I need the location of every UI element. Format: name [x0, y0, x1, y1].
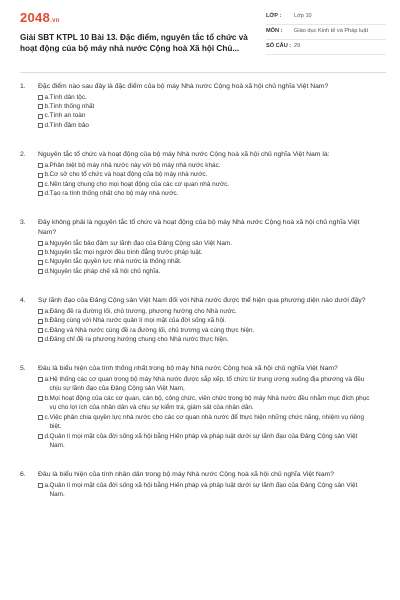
- question-number: 1.: [20, 83, 26, 90]
- option-text: Tính dân tộc.: [49, 93, 87, 101]
- question-3: [0, 218, 400, 276]
- answer-option[interactable]: [38, 111, 374, 120]
- question-list: [0, 82, 400, 520]
- answer-option[interactable]: [38, 413, 374, 432]
- option-letter: c.: [44, 180, 50, 188]
- option-text: Hệ thống các cơ quan trong bộ máy Nhà nước được sắp xếp, tổ chức từ trung ương xuống địa phương và đều chịu sự lãnh đạo của Đảng Cộng sản Việt Nam,: [49, 376, 365, 393]
- option-text: Tính an toàn: [49, 112, 86, 120]
- question-body: [38, 470, 374, 499]
- checkbox[interactable]: [38, 191, 43, 196]
- question-number: 3.: [20, 219, 26, 227]
- meta-value: Lớp 10: [294, 13, 312, 19]
- question-2: [0, 150, 400, 198]
- option-text: Đảng đề ra đường lối, chủ trương, phương hướng cho Nhà nước.: [49, 307, 237, 315]
- option-text: Quản lí mọi mặt của đời sống xã hội bằng Hiến pháp và pháp luật dưới sự lãnh đạo của Đảng Cộng sản Việt Nam.: [49, 481, 358, 499]
- question-1: [0, 82, 400, 130]
- answer-option[interactable]: [38, 93, 374, 102]
- checkbox[interactable]: [38, 114, 43, 119]
- option-text: Nguyên tắc bảo đảm sự lãnh đạo của Đảng Cộng sản Việt Nam.: [49, 239, 232, 247]
- checkbox[interactable]: [38, 182, 43, 187]
- answer-option[interactable]: [38, 375, 374, 394]
- answer-option[interactable]: [38, 189, 374, 198]
- logo-main: 2048: [20, 10, 51, 25]
- option-letter: d.: [44, 432, 50, 440]
- option-text: Đảng chỉ đề ra phương hướng chung cho Nhà nước thực hiện.: [49, 336, 229, 344]
- answer-option[interactable]: [38, 161, 374, 170]
- checkbox[interactable]: [38, 173, 43, 178]
- question-number: 5.: [20, 365, 26, 373]
- question-6: [0, 470, 400, 499]
- checkbox[interactable]: [38, 269, 43, 274]
- answer-option[interactable]: [38, 239, 374, 248]
- option-letter: d.: [44, 190, 50, 198]
- checkbox[interactable]: [38, 260, 43, 265]
- question-text: Đặc điểm nào sau đây là đặc điểm của bộ máy Nhà nước Cộng hoà xã hội chủ nghĩa Việt Nam?: [38, 83, 329, 90]
- option-letter: c.: [44, 112, 50, 120]
- checkbox[interactable]: [38, 483, 43, 488]
- option-text: Phân biệt bộ máy nhà nước này với bộ máy nhà nước khác.: [49, 161, 221, 169]
- checkbox[interactable]: [38, 415, 43, 420]
- meta-row-count: [266, 40, 386, 55]
- option-text: Mọi hoạt động của các cơ quan, cán bộ, công chức, viên chức trong bộ máy Nhà nước đều nhằm mục đích phục vụ cho lợi ích của nhân dân và chịu sự kiểm tra, giám sát của nhân dân.: [49, 394, 370, 412]
- page-title: Giải SBT KTPL 10 Bài 13. Đặc điểm, nguyên tắc tổ chức và hoạt động của bộ máy nhà nước Cộng hoà Xã hội Chủ...: [20, 33, 248, 53]
- option-text: Việc phân chia quyền lực nhà nước cho các cơ quan nhà nước để thực hiện những chức năng, nhiệm vụ riêng biệt.: [49, 413, 365, 431]
- checkbox[interactable]: [38, 337, 43, 342]
- meta-row-subject: [266, 25, 386, 40]
- question-body: [38, 150, 374, 198]
- option-letter: a.: [44, 239, 50, 247]
- option-letter: c.: [44, 258, 50, 266]
- option-letter: c.: [44, 326, 50, 334]
- question-text: Nguyên tắc tổ chức và hoạt động của bộ máy Nhà nước Cộng hoà xã hội chủ nghĩa Việt Nam là:: [38, 151, 330, 159]
- checkbox[interactable]: [38, 434, 43, 439]
- checkbox[interactable]: [38, 123, 43, 128]
- question-text: Sự lãnh đạo của Đảng Cộng sản Việt Nam đối với Nhà nước được thể hiện qua phương diện nào dưới đây?: [38, 297, 366, 305]
- option-text: Tính đảm bảo: [49, 121, 89, 129]
- question-body: [38, 364, 374, 450]
- meta-label: LỚP :: [266, 13, 282, 19]
- option-text: Đảng cùng với Nhà nước quản lí mọi mặt của đời sống xã hội.: [49, 317, 227, 325]
- meta-value: Giáo dục Kinh tế và Pháp luật: [294, 28, 369, 34]
- option-letter: b.: [44, 249, 50, 257]
- option-text: Nguyên tắc mọi người đều bình đẳng trước pháp luật.: [49, 249, 203, 257]
- answer-option[interactable]: [38, 394, 374, 413]
- checkbox[interactable]: [38, 250, 43, 255]
- option-text: Quản lí mọi mặt của đời sống xã hội bằng Hiến pháp và pháp luật dưới sự lãnh đạo của Đảng Cộng sản Việt Nam.: [49, 432, 358, 449]
- checkbox[interactable]: [38, 163, 43, 168]
- meta-value: 29: [294, 43, 301, 49]
- meta-row-class: [266, 10, 386, 25]
- option-letter: a.: [44, 161, 50, 169]
- checkbox[interactable]: [38, 319, 43, 324]
- answer-option[interactable]: [38, 267, 374, 276]
- question-body: [38, 82, 374, 130]
- option-text: Nền tảng chung cho mọi hoạt động của các cơ quan nhà nước.: [49, 180, 230, 188]
- option-letter: a.: [44, 376, 50, 384]
- answer-option[interactable]: [38, 326, 374, 335]
- question-5: [0, 364, 400, 450]
- question-number: 6.: [20, 471, 26, 479]
- option-text: Tính thống nhất: [49, 103, 95, 110]
- option-letter: d.: [44, 336, 50, 344]
- answer-option[interactable]: [38, 180, 374, 189]
- option-letter: d.: [44, 121, 50, 129]
- option-letter: a.: [44, 93, 50, 101]
- meta-label: MÔN :: [266, 28, 283, 34]
- question-text: Đây không phải là nguyên tắc tổ chức và hoạt động của bộ máy Nhà nước Cộng hoà xã hội chủ nghĩa Việt Nam?: [38, 219, 360, 237]
- answer-option[interactable]: [38, 335, 374, 344]
- answer-option[interactable]: [38, 121, 374, 130]
- answer-option[interactable]: [38, 257, 374, 266]
- checkbox[interactable]: [38, 328, 43, 333]
- option-letter: d.: [44, 267, 50, 275]
- answer-option[interactable]: [38, 102, 374, 111]
- meta-info: [266, 10, 386, 70]
- header-left: [20, 10, 252, 70]
- answer-option[interactable]: [38, 316, 374, 325]
- question-text: Đâu là biểu hiện của tính nhân dân trong bộ máy Nhà nước Cộng hoà xã hội chủ nghĩa Việt Nam?: [38, 471, 335, 479]
- checkbox[interactable]: [38, 104, 43, 109]
- option-text: Tạo ra tính thống nhất cho bộ máy nhà nước.: [49, 190, 179, 198]
- answer-option[interactable]: [38, 432, 374, 451]
- question-number: 2.: [20, 151, 26, 159]
- logo-suffix: .vn: [50, 18, 60, 24]
- option-letter: b.: [44, 171, 50, 179]
- site-logo[interactable]: [20, 10, 252, 29]
- answer-option[interactable]: [38, 170, 374, 179]
- question-number: 4.: [20, 297, 26, 305]
- answer-option[interactable]: [38, 248, 374, 257]
- meta-label: SỐ CÂU :: [266, 43, 292, 49]
- header-divider: [20, 72, 386, 73]
- question-body: [38, 296, 374, 344]
- question-body: [38, 218, 374, 276]
- option-text: Cơ sở cho tổ chức và hoạt động của bộ máy nhà nước.: [49, 171, 208, 179]
- option-text: Đảng và Nhà nước cùng đề ra đường lối, chủ trương và cùng thực hiện.: [49, 326, 255, 334]
- option-letter: b.: [44, 394, 50, 402]
- option-letter: a.: [44, 481, 50, 489]
- checkbox[interactable]: [38, 95, 43, 100]
- checkbox[interactable]: [38, 377, 43, 382]
- checkbox[interactable]: [38, 309, 43, 314]
- option-text: Nguyên tắc quyền lực nhà nước là thống nhất.: [49, 258, 182, 266]
- option-letter: c.: [44, 413, 50, 421]
- question-4: [0, 296, 400, 344]
- checkbox[interactable]: [38, 396, 43, 401]
- answer-option[interactable]: [38, 307, 374, 316]
- option-letter: a.: [44, 307, 50, 315]
- option-text: Nguyên tắc pháp chế xã hội chủ nghĩa.: [49, 267, 161, 275]
- option-letter: b.: [44, 317, 50, 325]
- checkbox[interactable]: [38, 241, 43, 246]
- option-letter: b.: [44, 103, 50, 110]
- answer-option[interactable]: [38, 481, 374, 500]
- worksheet-header: [0, 0, 400, 70]
- question-text: Đâu là biểu hiện của tính thống nhất trong bộ máy Nhà nước Cộng hoà xã hội chủ nghĩa Việt Nam?: [38, 365, 338, 373]
